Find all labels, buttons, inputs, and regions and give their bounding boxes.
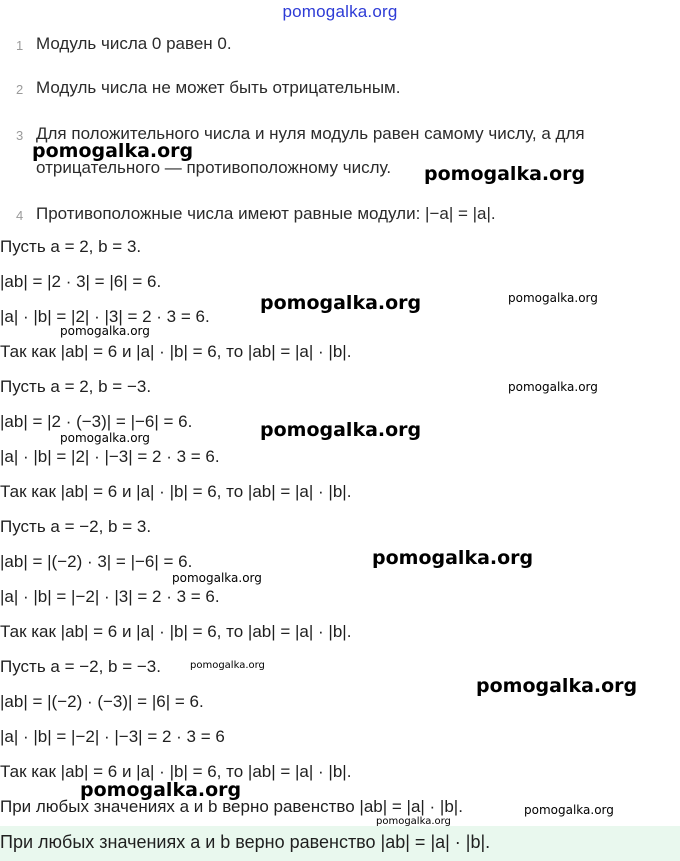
case-ab: |ab| = |2 · 3| = |6| = 6. bbox=[0, 272, 162, 291]
case-since: Так как |ab| = 6 и |a| · |b| = 6, то |ab| = |a| · |b|. bbox=[0, 342, 352, 361]
watermark: pomogalka.org bbox=[524, 803, 614, 817]
rule-number: 2 bbox=[16, 82, 24, 97]
case-let: Пусть a = −2, b = −3. bbox=[0, 657, 161, 676]
case-since: Так как |ab| = 6 и |a| · |b| = 6, то |ab| = |a| · |b|. bbox=[0, 622, 352, 641]
watermark: pomogalka.org bbox=[508, 380, 598, 394]
watermark: pomogalka.org bbox=[60, 431, 150, 445]
rule-text: Модуль числа 0 равен 0. bbox=[36, 34, 232, 53]
watermark: pomogalka.org bbox=[476, 675, 638, 697]
case-a-times-b: |a| · |b| = |−2| · |−3| = 2 · 3 = 6 bbox=[0, 727, 225, 746]
case-a-times-b: |a| · |b| = |2| · |3| = 2 · 3 = 6. bbox=[0, 307, 210, 326]
watermark-top: pomogalka.org bbox=[282, 2, 398, 21]
rule-text: Противоположные числа имеют равные модули: |−a| = |a|. bbox=[36, 204, 496, 223]
case-ab: |ab| = |(−2) · 3| = |−6| = 6. bbox=[0, 552, 193, 571]
case-let: Пусть a = −2, b = 3. bbox=[0, 517, 152, 536]
summary-text: При любых значениях a и b верно равенство |ab| = |a| · |b|. bbox=[0, 797, 463, 816]
case-ab: |ab| = |(−2) · (−3)| = |6| = 6. bbox=[0, 692, 204, 711]
rule-number: 1 bbox=[16, 38, 24, 53]
watermark: pomogalka.org bbox=[60, 324, 150, 338]
rule-text: Модуль числа не может быть отрицательным. bbox=[36, 78, 401, 97]
rule-text-line2: отрицательного — противоположному числу. bbox=[36, 158, 392, 177]
rule-text-line1: Для положительного числа и нуля модуль равен самому числу, а для bbox=[36, 124, 585, 143]
watermark: pomogalka.org bbox=[424, 163, 586, 185]
case-ab: |ab| = |2 · (−3)| = |−6| = 6. bbox=[0, 412, 193, 431]
case-let: Пусть a = 2, b = 3. bbox=[0, 237, 142, 256]
rule-number: 3 bbox=[16, 128, 24, 143]
case-since: Так как |ab| = 6 и |a| · |b| = 6, то |ab| = |a| · |b|. bbox=[0, 482, 352, 501]
watermark: pomogalka.org bbox=[508, 291, 598, 305]
watermark: pomogalka.org bbox=[372, 547, 534, 569]
watermark: pomogalka.org bbox=[260, 292, 422, 314]
watermark: pomogalka.org bbox=[172, 571, 262, 585]
conclusion-text: При любых значениях a и b верно равенство |ab| = |a| · |b|. bbox=[0, 832, 491, 852]
watermark: pomogalka.org bbox=[32, 140, 194, 162]
rule-number: 4 bbox=[16, 208, 24, 223]
case-let: Пусть a = 2, b = −3. bbox=[0, 377, 152, 396]
watermark: pomogalka.org bbox=[190, 660, 265, 671]
watermark: pomogalka.org bbox=[80, 779, 242, 801]
case-a-times-b: |a| · |b| = |2| · |−3| = 2 · 3 = 6. bbox=[0, 447, 220, 466]
case-since: Так как |ab| = 6 и |a| · |b| = 6, то |ab| = |a| · |b|. bbox=[0, 762, 352, 781]
watermark: pomogalka.org bbox=[260, 419, 422, 441]
case-a-times-b: |a| · |b| = |−2| · |3| = 2 · 3 = 6. bbox=[0, 587, 220, 606]
watermark: pomogalka.org bbox=[376, 816, 451, 827]
